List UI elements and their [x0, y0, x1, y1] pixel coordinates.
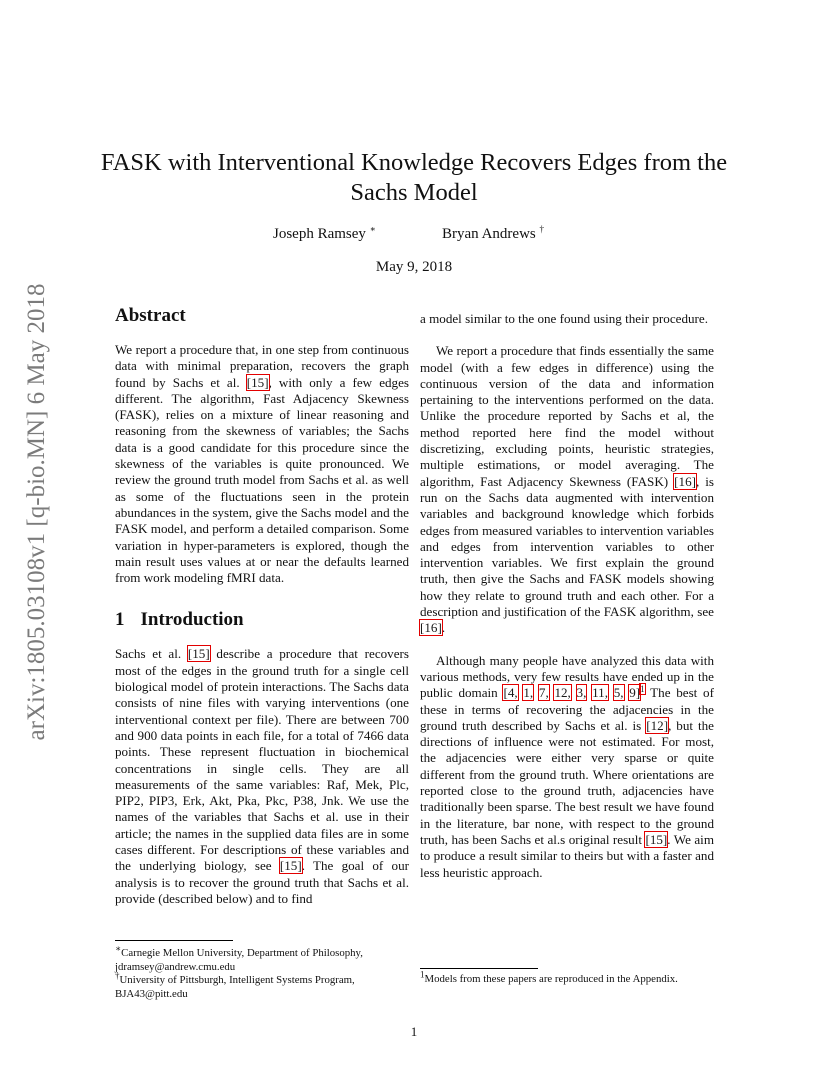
arxiv-identifier: [22, 262, 52, 762]
citation-link[interactable]: [12]: [646, 717, 669, 733]
section-heading-introduction: 1 Introduction: [115, 609, 244, 631]
intro-paragraph: Sachs et al. [15] describe a procedure that recovers most of the edges in the ground truth for a single cell biological model of protein interactions. The Sachs data consists of nine files with varying interventions (one interventional context per file). There are between 700 and 900 data points in each file, for a total of 7466 data points. These represent fluctuation in biochemical concentrations in single cells. They are all measurements of the same variables: Raf, Mek, Plc, PIP2, PIP3, Erk, Akt, Pka, Pkc, P38, Jnk. We use the names of the variables that Sachs et al. use in their article; the names in the supplied data files are in some cases different. For descriptions of these variables and the underlying biology, see [15]. The goal of our analysis is to recover the ground truth that Sachs et al. provide (described below) and to find: [115, 646, 409, 906]
paper-date: May 9, 2018: [375, 259, 453, 275]
right-paragraph-2: We report a procedure that finds essentially the same model (with a few edges in difference) using the continuous version of the data and information pertaining to the interventions performed on the data. Unlike the procedure reported by Sachs et al, the method reported here find the model without discretizing, excluding points, heuristic strategies, multiple estimations, or model averaging. The algorithm, Fast Adjacency Skewness (FASK) [16], is run on the Sachs data augmented with intervention variables and background knowledge which forbids edges from measured variables to intervention variables and edges from intervention variables to other intervention variables. We first explain the ground truth, then give the Sachs and FASK models showing how they relate to ground truth and each other. For a description and justification of the FASK algorithm, see [16].: [420, 343, 714, 636]
left-column: [115, 304, 409, 907]
citation-group: [503, 685, 640, 700]
citation-link[interactable]: [15]: [645, 831, 668, 847]
citation-link[interactable]: [16]: [674, 473, 696, 489]
author2-name: Bryan Andrews: [442, 226, 536, 242]
author1-name: Joseph Ramsey: [273, 226, 366, 242]
abstract-text: We report a procedure that, in one step from continuous data with minimal preparation, recovers the graph found by Sachs et al. [15], with only a few edges different. The algorithm, Fast Adjacency Skewness (FASK), relies on a mixture of linear reasoning and reasoning from the skewness of variables; the Sachs data is a good candidate for this procedure since the skewness of the variables is quite pronounced. We review the ground truth model from Sachs et al. as well as some of the fluctuations seen in the protein abundances in the system, give the Sachs model and the FASK model, and perform a detailed comparison. Some variation in hyper-parameters is explored, though the main result uses values at or near the defaults learned from work modeling fMRI data.: [115, 342, 410, 586]
citation-link[interactable]: [15]: [279, 858, 302, 874]
citation-link[interactable]: [15]: [246, 374, 269, 390]
right-column: [420, 311, 714, 881]
citation-link[interactable]: 7,: [538, 685, 549, 701]
citation-link[interactable]: 12,: [554, 685, 571, 701]
citation-link[interactable]: [16]: [420, 620, 442, 636]
footnote-rule-left: [115, 940, 233, 941]
citation-link[interactable]: 3,: [576, 685, 587, 701]
footnote-left-2: †University of Pittsburgh, Intelligent Systems Program, BJA43@pitt.edu: [115, 970, 355, 1000]
right-paragraph-1: a model similar to the one found using their procedure.: [420, 311, 708, 326]
author1-mark: ∗: [369, 224, 376, 234]
citation-link[interactable]: 1,: [523, 685, 534, 701]
citation-link[interactable]: [4,: [503, 685, 518, 701]
citation-link[interactable]: 5,: [613, 685, 624, 701]
footnote-left-1: ∗Carnegie Mellon University, Department of Philosophy, jdramsey@andrew.cmu.edu: [115, 943, 363, 973]
citation-link[interactable]: 11,: [592, 685, 608, 701]
paper-title: FASK with Interventional Knowledge Recovers Edges from the Sachs Model: [100, 149, 728, 206]
arxiv-id-text: arXiv:1805.03108v1 [q-bio.MN] 6 May 2018: [23, 283, 50, 741]
abstract-heading: Abstract: [115, 305, 186, 326]
footnote-right-1: $^1$Models from these papers are reproduced in the Appendix.: [420, 969, 678, 985]
citation-link[interactable]: [15]: [187, 646, 210, 662]
right-paragraph-3: Although many people have analyzed this data with various methods, very few results have ended up in the public domain [4, 1, 7, 12, 3, 11, 5, 9]$^1$ The best of these in terms of recovering the adjacencies in the ground truth described by Sachs et al. is [12], but the directions of influence were not estimated. For most, the adjacencies were either very sparse or quite different from the ground truth. Where orientations are reported close to the ground truth, adjacencies have traditionally been sparse. The best result we have found in the literature, bar none, with respect to the ground truth, has been Sachs et al.s original result [15]. We aim to produce a result similar to theirs but with a faster and less heuristic approach.: [420, 652, 715, 880]
citation-link[interactable]: 9]: [629, 685, 641, 701]
footnote-rule-right: [420, 968, 538, 969]
author2-mark: †: [539, 224, 544, 234]
author-andrews: [442, 226, 544, 243]
page-number: 1: [410, 1024, 418, 1039]
author-ramsey: [273, 226, 376, 243]
footnote-link[interactable]: 1: [640, 683, 645, 694]
